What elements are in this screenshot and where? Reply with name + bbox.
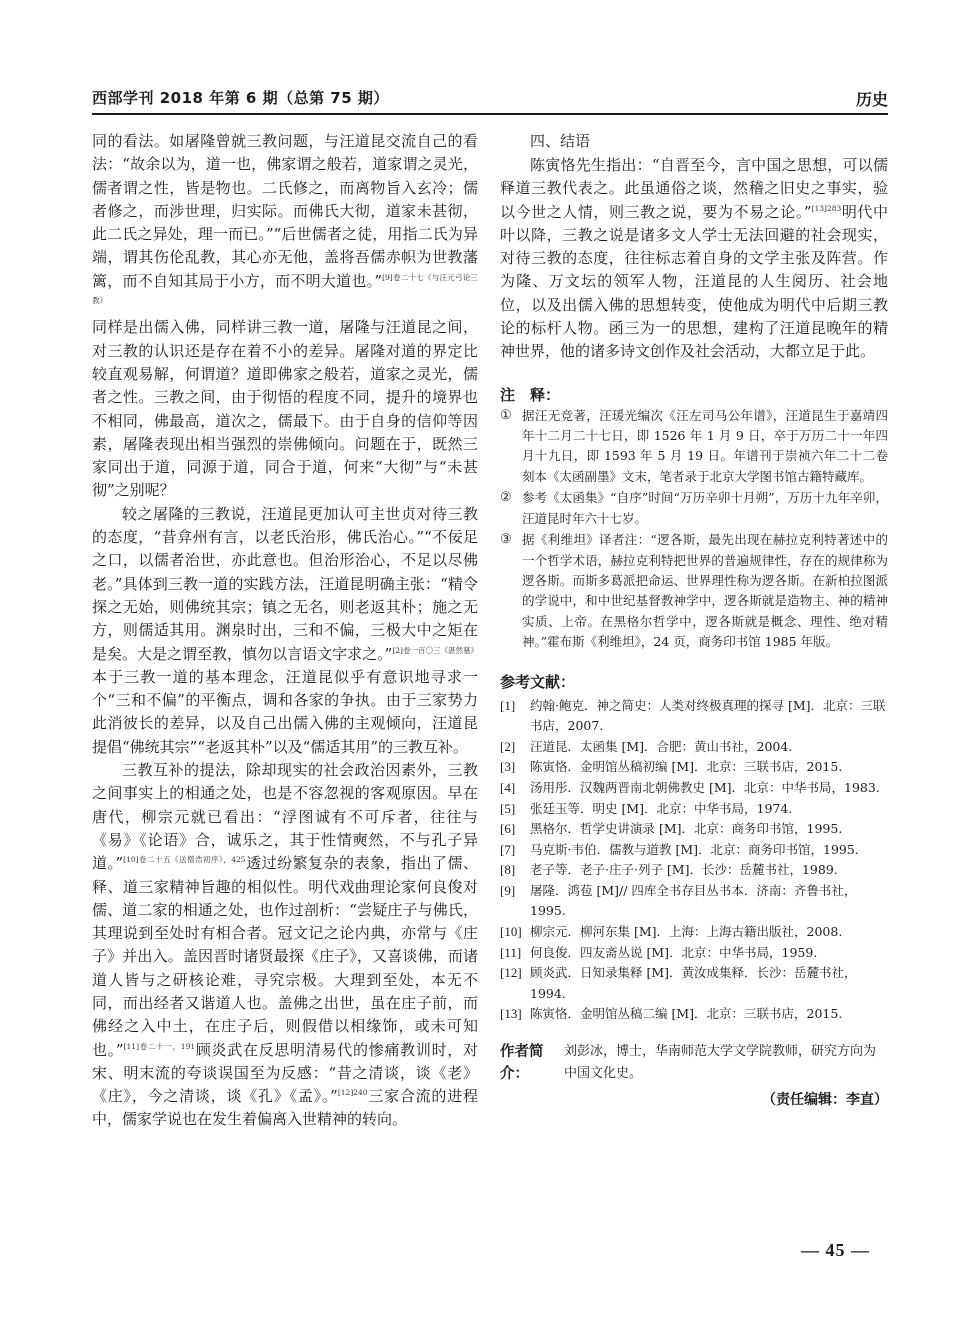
reference-item: [5] 张廷玉等．明史 [M]．北京：中华书局，1974. xyxy=(500,800,793,816)
author-bio xyxy=(500,1041,888,1085)
reference-item: [10] 柳宗元．柳河东集 [M]．上海：上海古籍出版社，2008. xyxy=(500,924,843,940)
paragraph: 同样是出儒入佛，同样讲三教一道，屠隆与汪道昆之间，对三教的认识还是存在着不小的差异。屠隆对道的界定比较直观易解，何谓道？道即佛家之般若，道家之灵光，儒者之性。三教之间，由于彻悟的程度不同，提升的境界也不相同，佛最高，道次之，儒最下。由于自身的信仰等因素，屠隆表现出相当强烈的崇佛倾向。问题在于，既然三家同出于道，同源于道，同合于道，何来“大彻”与“未甚彻”之别呢？ xyxy=(92,318,478,500)
section-label: 历史 xyxy=(855,90,888,109)
citation: [9]卷二十七《与汪元弓论三教》 xyxy=(92,272,479,306)
header-rule xyxy=(92,113,888,115)
left-column xyxy=(92,130,478,1132)
paragraph: 同的看法。如屠隆曾就三教问题，与汪道昆交流自己的看法：“故余以为，道一也，佛家谓之般若，道家谓之灵光，儒者谓之性，皆是物也。二氏修之，而离物旨入玄冷；儒者修之，而涉世理，归实际。而佛氏大彻，道家未甚彻，此二氏之异处，理一而已。”“后世儒者之徒，用指二氏为异端，谓其伤伦乱教，其心亦无他，盖将吾儒赤帜为世教藩篱，而不自知其局于小方，而不明大道也。”$^{[9]卷二十七《与汪元弓论三教》}$ xyxy=(92,132,479,306)
page-number: — 45 — xyxy=(801,1240,870,1260)
right-column xyxy=(500,130,888,1109)
section-heading: 四、结语 xyxy=(530,132,591,150)
reference-item: [8] 老子等．老子·庄子·列子 [M]．长沙：岳麓书社，1989. xyxy=(500,862,838,878)
citation: [11]卷二十一，191 xyxy=(123,1041,196,1051)
reference-item: [1] 约翰·鲍克．神之简史：人类对终极真理的探寻 [M]．北京：三联书店，2007. xyxy=(500,697,886,734)
responsible-editor: （责任编辑：李直） xyxy=(762,1092,888,1109)
reference-item: [4] 汤用彤．汉魏两晋南北朝佛教史 [M]．北京：中华书局，1983. xyxy=(500,779,880,795)
note-item: ② 参考《太函集》“自序”时间“万历辛卯十月朔”，万历十九年辛卯，汪道昆时年六十七岁。 xyxy=(500,490,888,526)
journal-title: 西部学刊 2018 年第 6 期（总第 75 期） xyxy=(92,89,389,107)
conclusion-paragraph: 陈寅恪先生指出：“自晋至今，言中国之思想，可以儒释道三教代表之。此虽通俗之谈，然稽之旧史之事实，验以今世之人情，则三教之说，要为不易之论。”$^{[13]283}$明代中叶以降，三教之说是诸多文人学士无法回避的社会现实，对待三教的态度，往往标志着自身的文学主张及阵营。作为隆、万文坛的领军人物，汪道昆的人生阅历、社会地位，以及出儒入佛的思想转变，使他成为明代中后期三教论的标杆人物。函三为一的思想，建构了汪道昆晚年的精神世界，他的诸多诗文创作及社会活动，大都立足于此。 xyxy=(500,156,888,361)
reference-item: [3] 陈寅恪．金明馆丛稿初编 [M]．北京：三联书店，2015. xyxy=(500,759,843,775)
reference-item: [12] 顾炎武．日知录集释 [M]．黄汝成集释．长沙：岳麓书社，1994. xyxy=(500,965,857,1001)
references-title: 参考文献： xyxy=(500,672,576,691)
citation: [2]卷一百〇三《湛然墓》 xyxy=(392,645,479,655)
reference-item: [7] 马克斯·韦伯．儒教与道教 [M]．北京：商务印书馆，1995. xyxy=(500,841,859,857)
note-item: ③ 据《利维坦》译者注：“逻各斯，最先出现在赫拉克利特著述中的一个哲学术语，赫拉克利特把世界的普遍规律性，存在的规律称为逻各斯。而斯多葛派把命运、世界理性称为逻各斯。在新柏拉图派的学说中，和中世纪基督教神学中，逻各斯就是造物主、神的精神实质、上帝。在黑格尔哲学中，逻各斯就是概念、理性、绝对精神。”霍布斯《利维坦》，24 页，商务印书馆 1985 年版。 xyxy=(500,532,888,650)
note-item: ① 据汪无竞著，汪瑗光编次《汪左司马公年谱》，汪道昆生于嘉靖四年十二月二十七日，即 1526 年 1 月 9 日，卒于万历二十一年四月十九日，即 1593 年 5 月 19 日。年谱刊于崇祯六年二十二卷刻本《太函副墨》文末，笔者录于北京大学图书馆古籍特藏库。 xyxy=(500,407,888,484)
reference-item: [6] 黑格尔．哲学史讲演录 [M]．北京：商务印书馆，1995. xyxy=(500,821,843,837)
reference-item: [9] 屠隆．鸿苞 [M]// 四库全书存目丛书本．济南：齐鲁书社，1995. xyxy=(500,882,857,919)
citation: [12]240 xyxy=(337,1088,368,1098)
author-label: 作者简介： xyxy=(500,1044,544,1083)
notes-list xyxy=(500,406,888,653)
paragraph: 三教互补的提法，除却现实的社会政治因素外，三教之间事实上的相通之处，也是不容忽视的客观原因。早在唐代，柳宗元就已看出：“浮图诚有不可斥者，往往与《易》《论语》合，诚乐之，其于性情奭然，不与孔子异道。”$^{[10]卷二十五《送僧浩初序》,425}$透过纷繁复杂的表象，指出了儒、释、道三家精神旨趣的相似性。明代戏曲理论家何良俊对儒、道二家的相通之处，也作过剖析：“尝疑庄子与佛氏，其理说到至处时有相合者。冠文记之论内典，亦常与《庄子》并出入。盖因晋时诸贤最探《庄子》，又喜谈佛，而诸道人皆与之研核论难，寻究宗极。大理到至处，本无不同，而出经者又谐道人也。盖佛之出世，虽在庄子前，而佛经之入中土，在庄子后，则假借以相缘饰，或未可知也。”$^{[11]卷二十一,191}$顾炎武在反思明清易代的惨痛教训时，对宋、明末流的夸谈误国至为反感：“昔之清谈，谈《老》《庄》，今之清谈，谈《孔》《孟》。”$^{[12]240}$三家合流的进程中，儒家学说也在发生着偏离入世精神的转向。 xyxy=(92,761,479,1129)
paragraph: 较之屠隆的三教说，汪道昆更加认可主世贞对待三教的态度，“昔弇州有言，以老氏治形，佛氏治心。”“不佞足之口，以儒者治世，亦此意也。但治形治心，不足以尽佛老。”具体到三教一道的实践方法，汪道昆明确主张：“精令探之无始，则佛统其宗；镇之无名，则老返其朴；施之无方，则儒适其用。渊泉时出，三和不偏，三极大中之矩在是矣。大是之谓至教，慎勿以言语文字求之。”$^{[2]卷一百〇三《湛然墓》}$本于三教一道的基本理念，汪道昆似乎有意识地寻求一个“三和不偏”的平衡点，调和各家的争执。由于三家势力此消彼长的差异，以及自己出儒入佛的主观倾向，汪道昆提倡“佛统其宗”“老返其朴”以及“儒适其用”的三教互补。 xyxy=(92,504,479,756)
running-header xyxy=(92,80,888,112)
reference-item: [13] 陈寅恪．金明馆丛稿二编 [M]．北京：三联书店，2015. xyxy=(500,1006,843,1022)
notes-title: 注 释： xyxy=(500,385,561,404)
references-list xyxy=(500,696,888,1026)
author-text: 刘彭冰，博士，华南师范大学文学院教师，研究方向为中国文化史。 xyxy=(564,1044,877,1082)
citation: [10]卷二十五《送僧浩初序》，425 xyxy=(123,855,246,865)
citation: [13]283 xyxy=(811,203,842,213)
paragraph-text: 顾炎武在反思明清易代的惨痛教训时，对宋、明末流的夸谈误国至为反感：“昔之清谈，谈《老》《庄》，今之清谈，谈《孔》《孟》。” xyxy=(92,1040,478,1106)
paragraph-text: 三家合流的进程中，儒家学说也在发生着偏离入世精神的转向。 xyxy=(92,1087,478,1129)
reference-item: [11] 何良俊．四友斋丛说 [M]．北京：中华书局，1959. xyxy=(500,944,818,960)
reference-item: [2] 汪道昆．太函集 [M]．合肥：黄山书社，2004. xyxy=(500,738,793,754)
